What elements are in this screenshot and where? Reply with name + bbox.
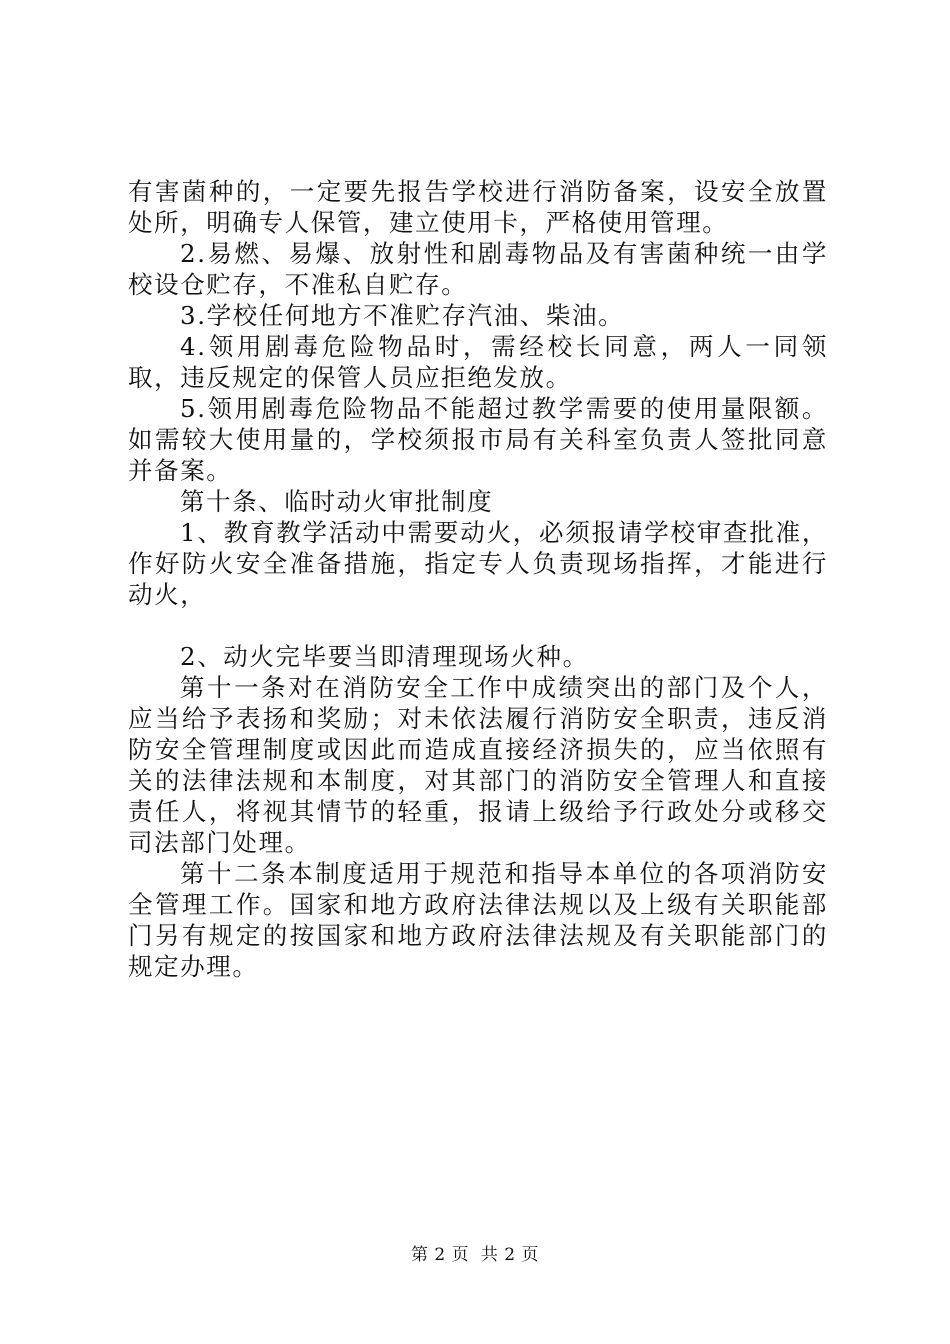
paragraph-item-5: 5.领用剧毒危险物品不能超过教学需要的使用量限额。如需较大使用量的，学校须报市局有关科室负责人签批同意并备案。 [128,394,828,485]
paragraph-article-11: 第十一条对在消防安全工作中成绩突出的部门及个人，应当给予表扬和奖励；对未依法履行消防安全职责，违反消防安全管理制度或因此而造成直接经济损失的，应当依照有关的法律法规和本制度，对其部门的消防安全管理人和直接责任人，将视其情节的轻重，报请上级给予行政处分或移交司法部门处理。 [128,673,828,857]
paragraph-item-3: 3.学校任何地方不准贮存汽油、柴油。 [180,301,625,330]
document-body [128,176,828,982]
page-number-label: 第 2 页 共 2 页 [410,1245,540,1265]
paragraph-article-10-item-1: 1、教育教学活动中需要动火，必须报请学校审查批准，作好防火安全准备措施，指定专人负责现场指挥，才能进行动火， [128,518,828,609]
page-footer [0,1244,950,1266]
paragraph-article-10-item-2: 2、动火完毕要当即清理现场火种。 [180,642,589,671]
paragraph-item-2: 2.易燃、易爆、放射性和剧毒物品及有害菌种统一由学校设仓贮存，不准私自贮存。 [128,239,828,299]
paragraph-item-4: 4.领用剧毒危险物品时，需经校长同意，两人一同领取，违反规定的保管人员应拒绝发放。 [128,332,828,392]
paragraph-article-12: 第十二条本制度适用于规范和指导本单位的各项消防安全管理工作。国家和地方政府法律法规以及上级有关职能部门另有规定的按国家和地方政府法律法规及有关职能部门的规定办理。 [128,859,828,981]
paragraph-continuation: 有害菌种的，一定要先报告学校进行消防备案，设安全放置处所，明确专人保管，建立使用卡，严格使用管理。 [128,177,828,237]
section-heading-article-10: 第十条、临时动火审批制度 [180,487,494,516]
